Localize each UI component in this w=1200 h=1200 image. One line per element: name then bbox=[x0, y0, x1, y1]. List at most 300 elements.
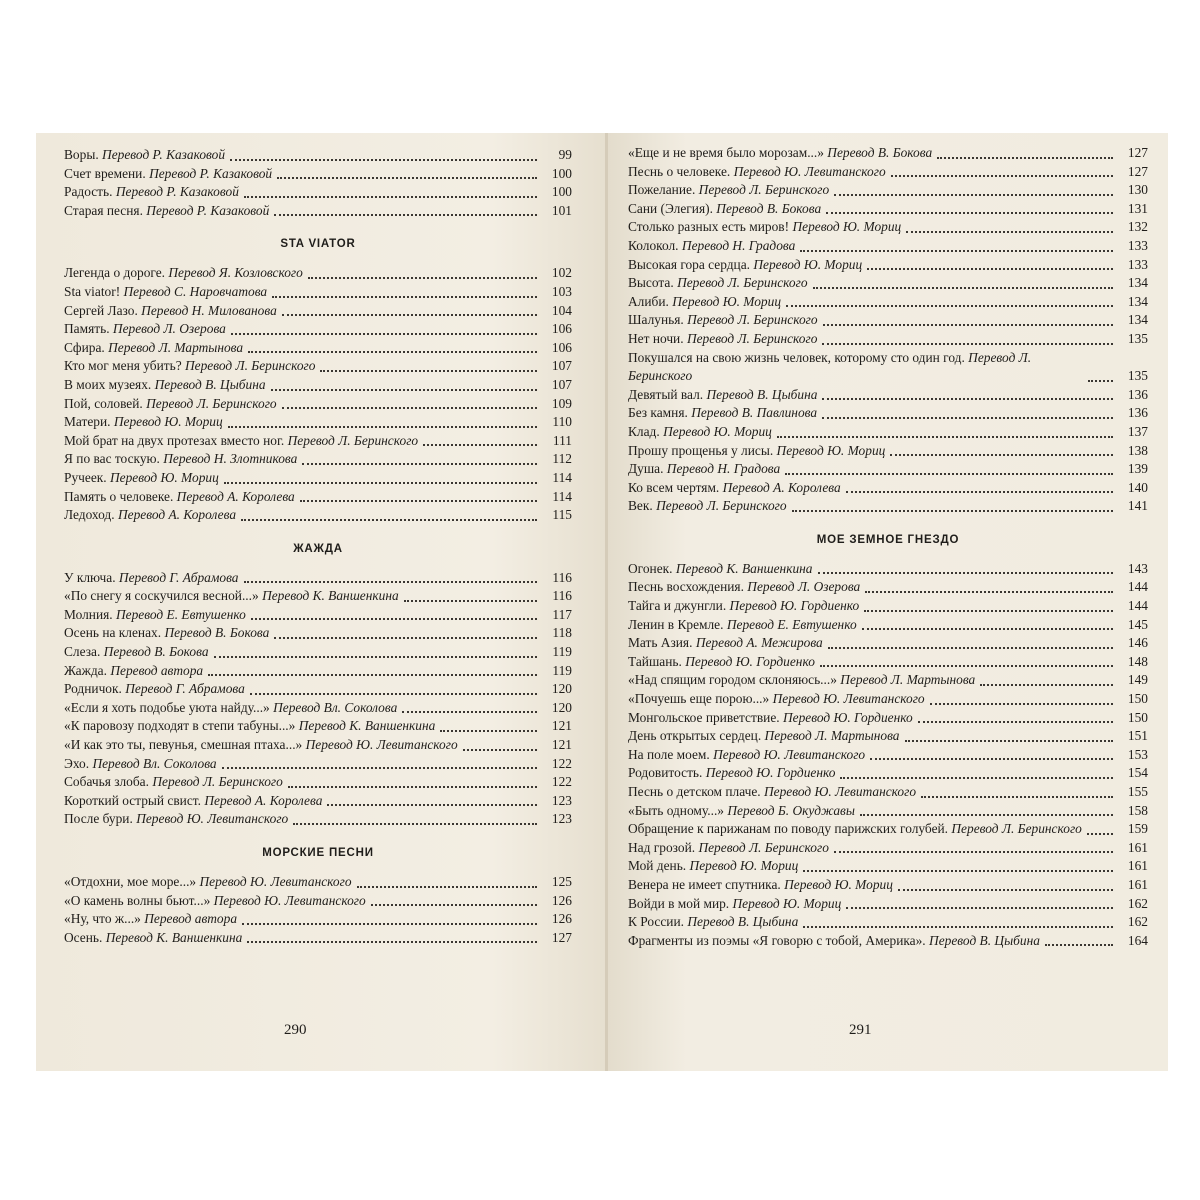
entry-translator: Перевод Ю. Гордиенко bbox=[782, 709, 913, 725]
dot-leader bbox=[822, 417, 1113, 419]
contents-entry bbox=[628, 560, 1148, 579]
entry-title: «Над спящим городом склоняюсь...» bbox=[628, 672, 837, 688]
entry-text bbox=[628, 479, 841, 498]
contents-entry bbox=[64, 606, 572, 625]
entry-text bbox=[628, 237, 795, 256]
entry-page-number: 144 bbox=[1127, 598, 1148, 614]
contents-entry bbox=[64, 488, 572, 507]
entry-title: День открытых сердец. bbox=[628, 728, 762, 744]
entry-title: Родовитость. bbox=[628, 765, 703, 781]
contents-entry bbox=[64, 320, 572, 339]
entry-page-number: 100 bbox=[551, 184, 572, 200]
entry-text bbox=[64, 165, 272, 184]
contents-entry bbox=[628, 330, 1148, 349]
contents-entry bbox=[64, 587, 572, 606]
entry-page-number: 123 bbox=[551, 811, 572, 827]
dot-leader bbox=[1088, 380, 1113, 382]
entry-translator: Перевод Л. Беринского bbox=[287, 432, 419, 448]
entry-text bbox=[628, 386, 817, 405]
entry-page-number: 112 bbox=[552, 451, 572, 467]
entry-title: Ленин в Кремле. bbox=[628, 616, 724, 632]
entry-translator: Перевод В. Цыбина bbox=[929, 932, 1040, 948]
entry-text bbox=[628, 200, 821, 219]
entry-text bbox=[64, 183, 239, 202]
entry-translator: Перевод К. Ваншенкина bbox=[675, 560, 813, 576]
contents-entry bbox=[64, 376, 572, 395]
entry-title: Алиби. bbox=[628, 293, 669, 309]
page-number-left: 290 bbox=[284, 1022, 307, 1038]
dot-leader bbox=[272, 296, 537, 298]
entry-text bbox=[64, 892, 366, 911]
entry-translator: Перевод Н. Градова bbox=[666, 461, 781, 477]
entry-translator: Перевод Р. Казаковой bbox=[102, 147, 226, 162]
entry-title: «Ну, что ж...» bbox=[64, 911, 141, 927]
dot-leader bbox=[251, 618, 537, 620]
entry-text bbox=[628, 163, 886, 182]
entry-text bbox=[628, 727, 900, 746]
section-heading: МОРСКИЕ ПЕСНИ bbox=[262, 847, 374, 859]
entry-page-number: 123 bbox=[551, 792, 572, 808]
contents-entry bbox=[64, 413, 572, 432]
dot-leader bbox=[250, 693, 537, 695]
dot-leader bbox=[846, 907, 1113, 909]
entry-page-number: 144 bbox=[1127, 579, 1148, 595]
entry-title: Осень. bbox=[64, 929, 103, 945]
entry-text bbox=[628, 578, 860, 597]
entry-page-number: 162 bbox=[1127, 914, 1148, 930]
contents-entry bbox=[628, 578, 1148, 597]
entry-page-number: 164 bbox=[1127, 932, 1148, 948]
entry-text bbox=[628, 256, 862, 275]
entry-text bbox=[628, 653, 815, 672]
entry-text bbox=[64, 450, 297, 469]
entry-page-number: 107 bbox=[551, 358, 572, 374]
entry-title: Мой брат на двух протезах вместо ног. bbox=[64, 432, 285, 448]
entry-text bbox=[628, 616, 857, 635]
dot-leader bbox=[906, 231, 1113, 233]
entry-text bbox=[64, 587, 399, 606]
entry-page-number: 151 bbox=[1127, 728, 1148, 744]
entry-page-number: 133 bbox=[1127, 256, 1148, 272]
entry-text bbox=[628, 597, 859, 616]
entry-text bbox=[64, 432, 418, 451]
dot-leader bbox=[1087, 833, 1113, 835]
entry-title: Пой, соловей. bbox=[64, 395, 143, 411]
entry-page-number: 114 bbox=[552, 488, 572, 504]
contents-entry bbox=[628, 256, 1148, 275]
entry-translator: Перевод Ю. Мориц bbox=[732, 895, 842, 911]
entry-translator: Перевод Ю. Мориц bbox=[689, 858, 799, 874]
right-contents-column bbox=[628, 144, 1148, 950]
dot-leader bbox=[898, 889, 1113, 891]
entry-page-number: 131 bbox=[1127, 200, 1148, 216]
contents-entry bbox=[64, 717, 572, 736]
entry-text bbox=[64, 395, 277, 414]
entry-translator: Перевод Л. Беринского bbox=[185, 358, 316, 374]
entry-translator: Перевод Ю. Левитанского bbox=[764, 784, 917, 799]
entry-text bbox=[64, 283, 267, 302]
entry-text bbox=[628, 404, 817, 423]
entry-translator: Перевод Я. Козловского bbox=[168, 265, 303, 281]
dot-leader bbox=[224, 482, 537, 484]
entry-title: Высокая гора сердца. bbox=[628, 256, 750, 272]
entry-page-number: 150 bbox=[1127, 691, 1148, 707]
contents-entry bbox=[628, 764, 1148, 783]
entry-translator: Перевод Ю. Мориц bbox=[784, 876, 893, 892]
entry-title: «Почуешь еще порою...» bbox=[628, 691, 770, 707]
dot-leader bbox=[930, 703, 1113, 705]
dot-leader bbox=[860, 814, 1113, 816]
contents-entry bbox=[628, 709, 1148, 728]
entry-translator: Перевод Л. Беринского bbox=[152, 774, 283, 790]
entry-translator: Перевод Ю. Левитанского bbox=[213, 892, 366, 908]
contents-entry bbox=[628, 479, 1148, 498]
entry-text bbox=[64, 662, 203, 681]
entry-translator: Перевод Ю. Левитанского bbox=[713, 746, 866, 762]
right-page bbox=[608, 133, 1168, 1071]
entry-page-number: 125 bbox=[551, 874, 572, 889]
entry-page-number: 159 bbox=[1127, 821, 1148, 837]
entry-page-number: 121 bbox=[551, 718, 572, 734]
entry-page-number: 99 bbox=[558, 147, 572, 162]
dot-leader bbox=[822, 398, 1113, 400]
entry-page-number: 134 bbox=[1127, 312, 1148, 328]
dot-leader bbox=[357, 886, 537, 888]
entry-title: Войди в мой мир. bbox=[628, 895, 730, 911]
entry-text bbox=[628, 497, 787, 516]
entry-page-number: 161 bbox=[1127, 858, 1148, 874]
entry-page-number: 119 bbox=[552, 662, 572, 678]
entry-text bbox=[628, 671, 975, 690]
contents-entry bbox=[628, 783, 1148, 802]
contents-entry bbox=[628, 237, 1148, 256]
entry-title: Прошу прощенья у лисы. bbox=[628, 442, 774, 458]
entry-translator: Перевод В. Цыбина bbox=[706, 386, 818, 402]
entry-translator: Перевод В. Цыбина bbox=[154, 376, 266, 392]
dot-leader bbox=[803, 870, 1113, 872]
contents-entry bbox=[628, 913, 1148, 932]
contents-entry bbox=[64, 339, 572, 358]
entry-translator: Перевод автора bbox=[110, 662, 204, 678]
contents-entry bbox=[64, 873, 572, 892]
contents-entry bbox=[64, 357, 572, 376]
entry-title: Радость. bbox=[64, 184, 113, 200]
entry-text bbox=[628, 876, 893, 895]
entry-page-number: 117 bbox=[552, 606, 572, 622]
dot-leader bbox=[271, 389, 537, 391]
dot-leader bbox=[823, 324, 1113, 326]
entry-text bbox=[628, 895, 841, 914]
section-heading: МОЕ ЗЕМНОЕ ГНЕЗДО bbox=[816, 533, 960, 546]
entry-translator: Перевод В. Цыбина bbox=[687, 914, 799, 930]
dot-leader bbox=[820, 665, 1113, 667]
entry-text bbox=[628, 293, 781, 312]
entry-translator: Перевод Н. Милованова bbox=[141, 302, 277, 318]
entry-page-number: 104 bbox=[551, 302, 572, 318]
entry-text bbox=[628, 330, 817, 349]
entry-translator: Перевод Н. Градова bbox=[681, 237, 796, 253]
entry-text bbox=[64, 146, 225, 165]
dot-leader bbox=[244, 196, 537, 198]
contents-entry bbox=[64, 165, 572, 184]
entry-title: Пожелание. bbox=[628, 182, 696, 198]
entry-translator: Перевод А. Королева bbox=[117, 507, 237, 523]
entry-text bbox=[64, 357, 315, 376]
entry-page-number: 143 bbox=[1127, 560, 1148, 576]
entry-text bbox=[64, 680, 245, 699]
entry-translator: Перевод Л. Беринского bbox=[687, 312, 818, 328]
entry-title: «Отдохни, мое море...» bbox=[64, 874, 197, 889]
entry-title: Покушался на свою жизнь человек, которому сто один год. bbox=[628, 349, 965, 365]
entry-text bbox=[628, 181, 829, 200]
contents-entry bbox=[628, 839, 1148, 858]
entry-translator: Перевод В. Бокова bbox=[103, 644, 209, 660]
entry-page-number: 115 bbox=[552, 507, 572, 523]
contents-entry bbox=[628, 932, 1148, 951]
entry-page-number: 126 bbox=[551, 911, 572, 927]
entry-page-number: 130 bbox=[1127, 182, 1148, 198]
contents-entry bbox=[628, 876, 1148, 895]
entry-text bbox=[64, 792, 322, 811]
contents-entry bbox=[64, 283, 572, 302]
entry-text bbox=[628, 932, 1040, 951]
entry-page-number: 161 bbox=[1127, 876, 1148, 892]
entry-title: Столько разных есть миров! bbox=[628, 219, 790, 235]
entry-translator: Перевод Вл. Соколова bbox=[273, 699, 398, 715]
dot-leader bbox=[800, 250, 1113, 252]
contents-entry bbox=[64, 680, 572, 699]
contents-entry bbox=[628, 671, 1148, 690]
entry-text bbox=[628, 560, 813, 579]
entry-title: Родничок. bbox=[64, 681, 122, 697]
dot-leader bbox=[890, 454, 1113, 456]
dot-leader bbox=[214, 656, 537, 658]
entry-title: После бури. bbox=[64, 811, 133, 827]
contents-entry bbox=[628, 857, 1148, 876]
dot-leader bbox=[792, 510, 1113, 512]
entry-translator: Перевод К. Ваншенкина bbox=[262, 588, 399, 604]
dot-leader bbox=[865, 591, 1113, 593]
entry-page-number: 106 bbox=[551, 339, 572, 355]
entry-translator: Перевод Л. Беринского bbox=[146, 395, 277, 411]
entry-translator: Перевод Ю. Левитанского bbox=[136, 811, 289, 827]
entry-page-number: 141 bbox=[1127, 498, 1148, 514]
entry-page-number: 114 bbox=[552, 469, 572, 485]
dot-leader bbox=[282, 314, 537, 316]
entry-title: Легенда о дороге. bbox=[64, 265, 166, 281]
entry-text bbox=[64, 755, 217, 774]
entry-title: Высота. bbox=[628, 275, 674, 291]
entry-page-number: 109 bbox=[551, 395, 572, 411]
entry-title: Век. bbox=[628, 498, 653, 514]
contents-entry bbox=[64, 910, 572, 929]
entry-page-number: 116 bbox=[552, 588, 572, 604]
entry-text bbox=[64, 929, 242, 948]
entry-translator: Перевод Е. Евтушенко bbox=[726, 616, 857, 632]
entry-translator: Перевод Л. Мартынова bbox=[840, 672, 976, 688]
entry-translator: Перевод Г. Абрамова bbox=[118, 569, 239, 585]
entry-title: Душа. bbox=[628, 461, 664, 477]
entry-page-number: 158 bbox=[1127, 802, 1148, 818]
entry-page-number: 107 bbox=[551, 376, 572, 392]
entry-text bbox=[64, 910, 237, 929]
entry-text bbox=[64, 506, 236, 525]
dot-leader bbox=[248, 351, 537, 353]
entry-text bbox=[628, 144, 932, 163]
entry-page-number: 153 bbox=[1127, 746, 1148, 762]
entry-title: Без камня. bbox=[628, 405, 688, 421]
left-page bbox=[36, 133, 606, 1071]
dot-leader bbox=[228, 426, 537, 428]
entry-translator: Перевод Р. Казаковой bbox=[146, 202, 270, 218]
contents-entry bbox=[628, 727, 1148, 746]
contents-entry bbox=[628, 460, 1148, 479]
dot-leader bbox=[786, 305, 1113, 307]
entry-translator: Перевод Л. Беринского bbox=[698, 182, 830, 198]
contents-entry bbox=[64, 662, 572, 681]
entry-title: Осень на кленах. bbox=[64, 625, 162, 641]
entry-translator: Перевод В. Бокова bbox=[716, 200, 822, 216]
left-contents-column bbox=[64, 146, 572, 947]
entry-translator: Перевод С. Наровчатова bbox=[123, 283, 268, 299]
dot-leader bbox=[230, 159, 537, 161]
entry-text bbox=[64, 320, 226, 339]
entry-text bbox=[64, 339, 243, 358]
contents-entry bbox=[628, 349, 1148, 386]
dot-leader bbox=[320, 370, 537, 372]
dot-leader bbox=[1045, 944, 1113, 946]
contents-entry bbox=[64, 929, 572, 948]
entry-page-number: 154 bbox=[1127, 765, 1148, 781]
entry-text bbox=[64, 488, 295, 507]
dot-leader bbox=[937, 157, 1113, 159]
entry-page-number: 133 bbox=[1127, 237, 1148, 253]
dot-leader bbox=[371, 904, 537, 906]
entry-translator: Перевод Ю. Мориц bbox=[663, 423, 772, 439]
entry-page-number: 127 bbox=[551, 929, 572, 945]
entry-translator: Перевод Л. Озерова bbox=[747, 579, 861, 595]
contents-entry bbox=[628, 200, 1148, 219]
entry-title: «Быть одному...» bbox=[628, 802, 724, 818]
contents-entry bbox=[64, 264, 572, 283]
entry-translator: Перевод Л. Беринского bbox=[656, 498, 787, 514]
entry-page-number: 161 bbox=[1127, 839, 1148, 855]
contents-entry bbox=[64, 183, 572, 202]
entry-page-number: 136 bbox=[1127, 386, 1148, 402]
entry-title: Обращение к парижанам по поводу парижских голубей. bbox=[628, 821, 949, 837]
entry-text bbox=[64, 569, 239, 588]
contents-entry bbox=[628, 497, 1148, 516]
dot-leader bbox=[404, 600, 537, 602]
entry-translator: Перевод Ю. Мориц bbox=[792, 219, 902, 235]
dot-leader bbox=[818, 572, 1114, 574]
entry-title: Над грозой. bbox=[628, 839, 696, 855]
entry-text bbox=[628, 349, 1083, 386]
entry-text bbox=[628, 218, 901, 237]
entry-title: Фрагменты из поэмы «Я говорю с тобой, Америка». bbox=[628, 932, 926, 948]
dot-leader bbox=[302, 463, 537, 465]
entry-translator: Перевод А. Межирова bbox=[695, 635, 823, 651]
dot-leader bbox=[813, 287, 1113, 289]
contents-entry bbox=[628, 423, 1148, 442]
entry-title: Короткий острый свист. bbox=[64, 792, 201, 808]
contents-entry bbox=[64, 755, 572, 774]
entry-page-number: 149 bbox=[1127, 672, 1148, 688]
entry-translator: Перевод Ю. Мориц bbox=[109, 469, 219, 485]
entry-title: «И как это ты, певунья, смешная птаха...» bbox=[64, 737, 303, 753]
entry-title: Собачья злоба. bbox=[64, 774, 149, 790]
entry-page-number: 102 bbox=[551, 265, 572, 281]
entry-text bbox=[628, 764, 835, 783]
entry-title: Матери. bbox=[64, 414, 111, 430]
dot-leader bbox=[293, 823, 537, 825]
entry-page-number: 138 bbox=[1127, 442, 1148, 458]
dot-leader bbox=[247, 941, 537, 943]
entry-page-number: 106 bbox=[551, 321, 572, 337]
entry-page-number: 120 bbox=[551, 681, 572, 697]
entry-title: Песнь о детском плаче. bbox=[628, 784, 761, 799]
entry-page-number: 111 bbox=[552, 432, 572, 448]
entry-title: Девятый вал. bbox=[628, 386, 704, 402]
entry-title: Сергей Лазо. bbox=[64, 302, 138, 318]
entry-translator: Перевод К. Ваншенкина bbox=[298, 718, 436, 734]
entry-text bbox=[628, 423, 772, 442]
entry-title: Я по вас тоскую. bbox=[64, 451, 160, 467]
entry-title: Слеза. bbox=[64, 644, 101, 660]
entry-title: Память о человеке. bbox=[64, 488, 174, 504]
entry-page-number: 110 bbox=[552, 414, 572, 430]
entry-translator: Перевод Ю. Гордиенко bbox=[729, 598, 860, 614]
entry-translator: Перевод Л. Беринского bbox=[686, 330, 818, 346]
entry-title: Ко всем чертям. bbox=[628, 479, 720, 495]
entry-translator: Перевод Ю. Гордиенко bbox=[705, 765, 836, 781]
entry-text bbox=[628, 857, 798, 876]
entry-page-number: 118 bbox=[552, 625, 572, 641]
contents-entry bbox=[628, 690, 1148, 709]
entry-text bbox=[628, 783, 916, 802]
contents-entry bbox=[64, 432, 572, 451]
entry-translator: Перевод Л. Мартынова bbox=[764, 728, 900, 744]
dot-leader bbox=[905, 740, 1114, 742]
contents-entry bbox=[628, 404, 1148, 423]
entry-title: Ручеек. bbox=[64, 469, 107, 485]
entry-page-number: 127 bbox=[1127, 145, 1148, 160]
entry-text bbox=[628, 709, 913, 728]
entry-page-number: 135 bbox=[1127, 330, 1148, 346]
entry-title: «Еще и не время было морозам...» bbox=[628, 145, 824, 160]
entry-title: Воры. bbox=[64, 147, 99, 162]
dot-leader bbox=[867, 268, 1113, 270]
entry-text bbox=[628, 746, 865, 765]
entry-page-number: 140 bbox=[1127, 479, 1148, 495]
entry-text bbox=[64, 469, 219, 488]
contents-entry bbox=[628, 895, 1148, 914]
entry-title: Sta viator! bbox=[64, 283, 121, 299]
entry-title: Кто мог меня убить? bbox=[64, 358, 182, 374]
dot-leader bbox=[300, 500, 537, 502]
entry-text bbox=[628, 460, 780, 479]
contents-entry bbox=[64, 450, 572, 469]
dot-leader bbox=[274, 214, 537, 216]
contents-entry bbox=[628, 144, 1148, 163]
entry-title: Нет ночи. bbox=[628, 330, 684, 346]
entry-page-number: 116 bbox=[552, 569, 572, 585]
entry-translator: Перевод Ю. Левитанского bbox=[199, 874, 352, 889]
entry-translator: Перевод Ю. Мориц bbox=[113, 414, 223, 430]
dot-leader bbox=[864, 610, 1113, 612]
dot-leader bbox=[840, 777, 1113, 779]
dot-leader bbox=[822, 343, 1113, 345]
